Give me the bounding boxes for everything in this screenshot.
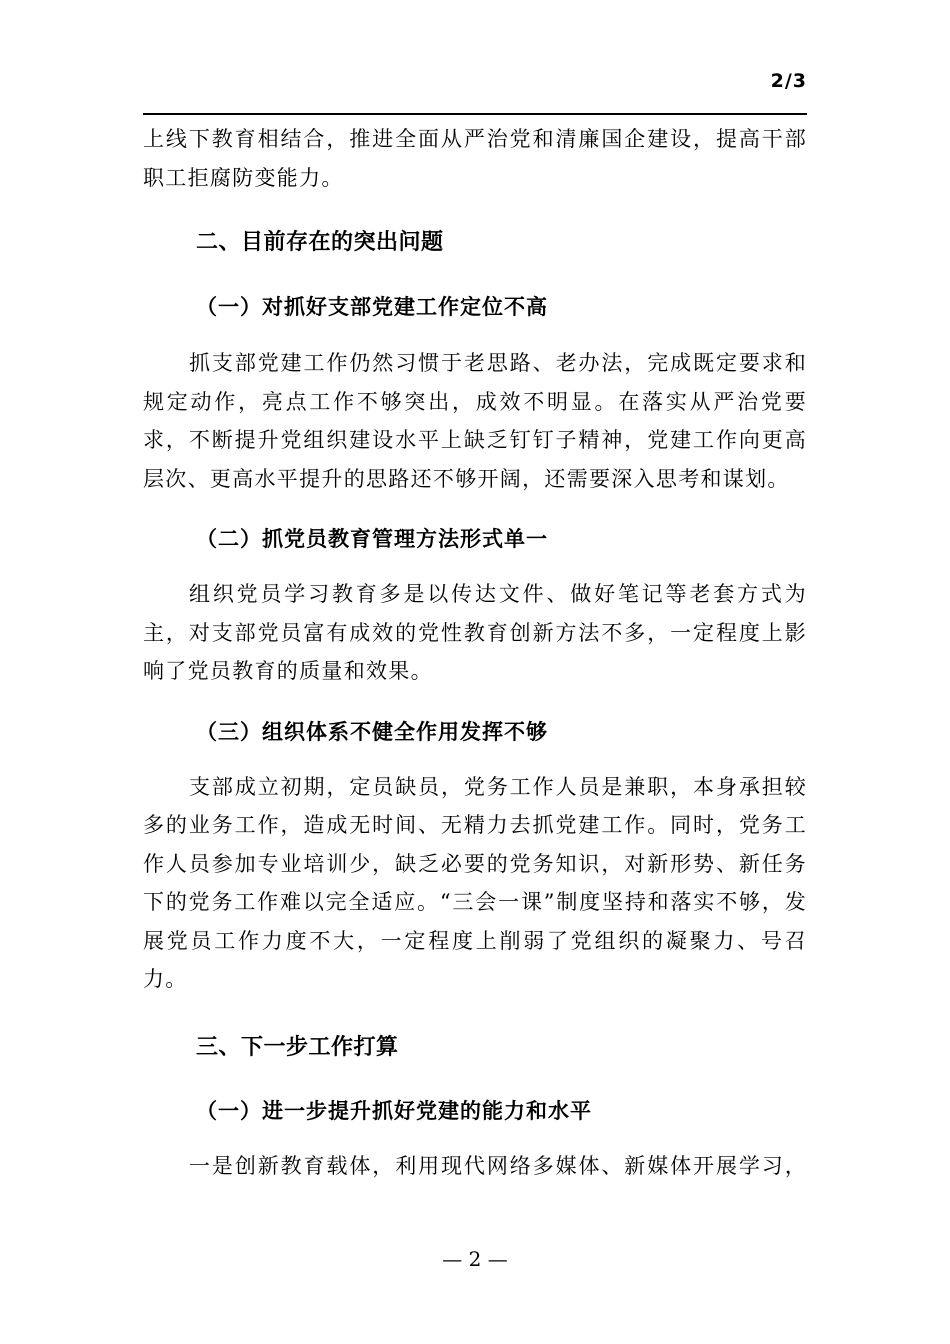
subsection-heading-capability: （一）进一步提升抓好党建的能力和水平	[196, 1098, 592, 1123]
section-heading-problems: 二、目前存在的突出问题	[196, 230, 444, 255]
section-heading-next-steps: 三、下一步工作打算	[196, 1034, 399, 1060]
header-rule	[143, 113, 807, 115]
paragraph-capability: 一是创新教育载体，利用现代网络多媒体、新媒体开展学习，	[189, 1153, 807, 1178]
paragraph-education: 组织党员学习教育多是以传达文件、做好笔记等老套方式为主，对支部党员富有成效的党性教育创新方法不多，一定程度上影响了党员教育的质量和效果。	[143, 582, 807, 683]
subsection-heading-education: （二）抓党员教育管理方法形式单一	[196, 527, 548, 551]
footer-page-number: — 2 —	[442, 1247, 508, 1271]
document-body	[143, 118, 807, 1185]
page-indicator: 2/3	[770, 70, 807, 92]
subsection-heading-positioning: （一）对抓好支部党建工作定位不高	[196, 295, 548, 319]
paragraph-organization: 支部成立初期，定员缺员，党务工作人员是兼职，本身承担较多的业务工作，造成无时间、无精力去抓党建工作。同时，党务工作人员参加专业培训少，缺乏必要的党务知识，对新形势、新任务下的党务工作难以完全适应。“三会一课”制度坚持和落实不够，发展党员工作力度不大，一定程度上削弱了党组织的凝聚力、号召力。	[143, 774, 807, 991]
subsection-heading-organization: （三）组织体系不健全作用发挥不够	[196, 719, 548, 744]
paragraph-positioning: 抓支部党建工作仍然习惯于老思路、老办法，完成既定要求和规定动作，亮点工作不够突出，成效不明显。在落实从严治党要求，不断提升党组织建设水平上缺乏钉钉子精神，党建工作向更高层次、更高水平提升的思路还不够开阔，还需要深入思考和谋划。	[143, 351, 807, 491]
paragraph-continued: 上线下教育相结合，推进全面从严治党和清廉国企建设，提高干部职工拒腐防变能力。	[143, 127, 807, 190]
